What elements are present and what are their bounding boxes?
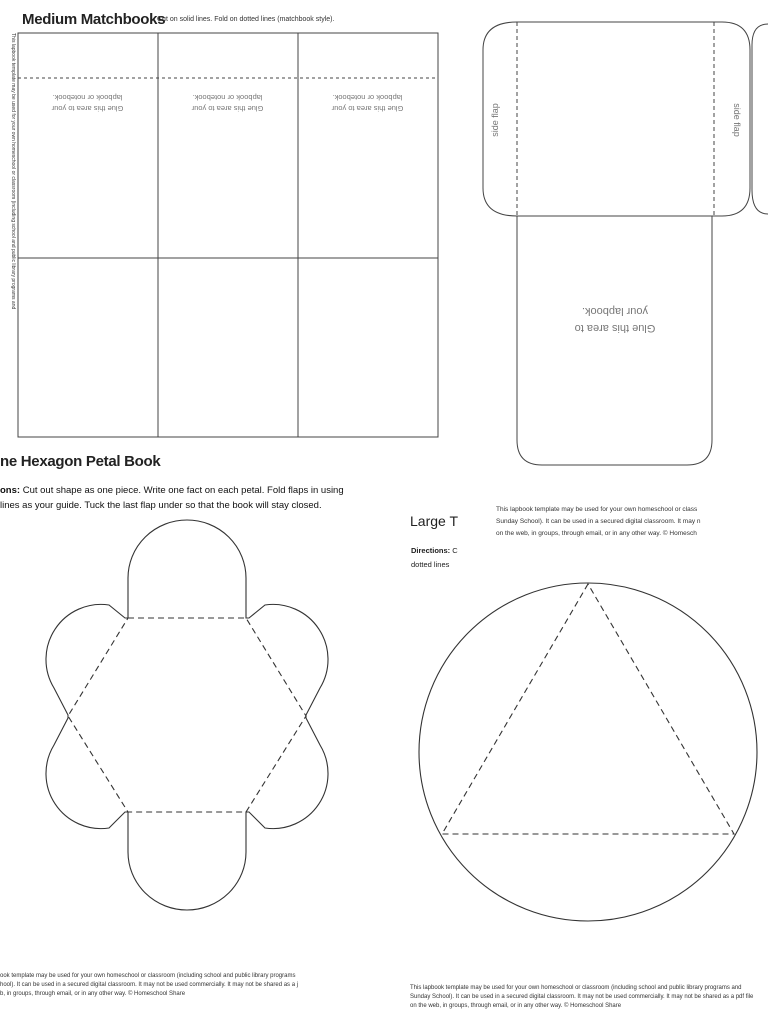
triangle-title: Large T	[410, 513, 458, 529]
matchbook-glue-3: Glue this area to your lapbook or notebook.	[331, 93, 404, 113]
notice-bottom-left: ook template may be used for your own homeschool or classroom (including school and public library programs hool). It can be used in a secured digital classroom. It may not be used commercially. It may not be shared as a j b, in groups, through email, or in any other way. © Homeschool Share	[0, 973, 299, 997]
notice-bottom-right: This lapbook template may be used for your own homeschool or classroom (including school and public library programs and Sunday School). It can be used in a secured digital classroom. It may not be used commercially. It may not be shared as a pdf file on the web, in groups, through email, or in any other way. © Homeschool Share	[410, 985, 754, 1009]
matchbook-glue-2: Glue this area to your lapbook or notebook.	[191, 93, 264, 113]
pocket-glue-text: Glue this area to your lapbook.	[574, 305, 656, 334]
matchbooks-title: Medium Matchbooks	[22, 11, 166, 28]
hexagon-directions-line2: lines as your guide. Tuck the last flap under so that the book will stay closed.	[0, 500, 322, 511]
notice-top-right: This lapbook template may be used for your own homeschool or class Sunday School). It can be used in a secured digital classroom. It may n on the web, in groups, through email, or in any other way. © Homesch	[496, 506, 701, 537]
matchbooks-instructions: Cut on solid lines. Fold on dotted lines (matchbook style).	[157, 16, 335, 23]
triangle-directions-line2: dotted lines	[411, 560, 450, 569]
pocket-side-flap-left: side flap	[490, 103, 500, 137]
pocket-template	[483, 22, 768, 465]
triangle-circle-shape	[419, 583, 757, 921]
triangle-directions-line1: Directions: C	[411, 546, 458, 555]
matchbooks-side-note: This lapbook template may be used for your own homeschool or classroom (including school and public library programs and	[10, 33, 16, 310]
hexagon-directions-line1: ons: Cut out shape as one piece. Write one fact on each petal. Fold flaps in using	[0, 485, 344, 496]
pocket-side-flap-right: side flap	[732, 103, 742, 137]
matchbook-glue-1: Glue this area to your lapbook or notebook.	[51, 93, 124, 113]
hexagon-petal-shape	[46, 520, 328, 910]
hexagon-title: ne Hexagon Petal Book	[0, 453, 161, 470]
